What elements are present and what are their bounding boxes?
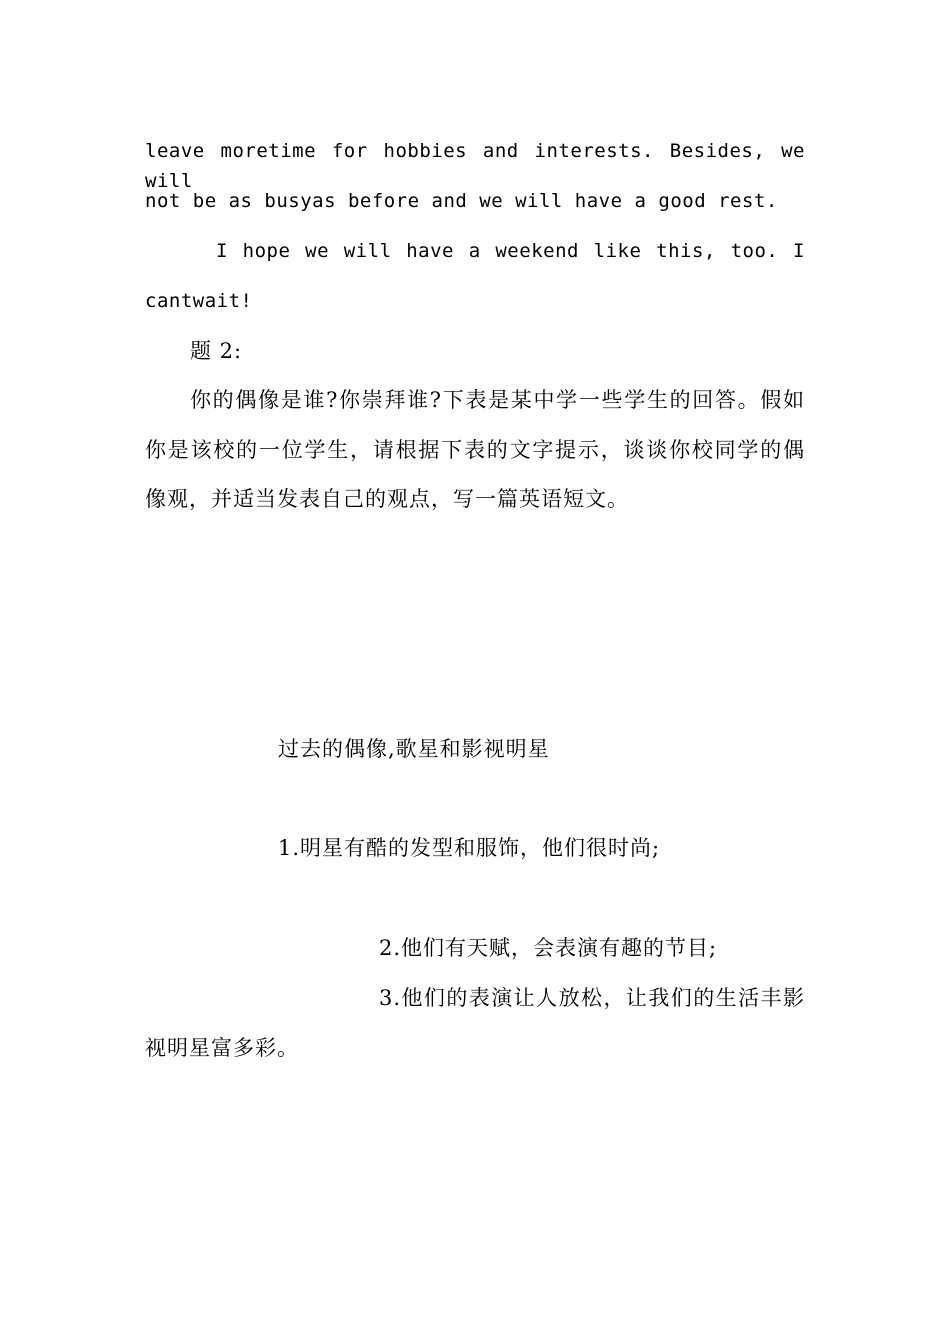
table-category: 过去的偶像,歌星和影视明星 (278, 737, 550, 761)
table-reason-3: 3.他们的表演让人放松，让我们的生活丰影 (379, 986, 805, 1010)
prompt-line-3: 像观，并适当发表自己的观点，写一篇英语短文。 (145, 487, 629, 511)
essay-line-2: not be as busyas before and we will have a good rest. (145, 190, 778, 212)
essay-line-1: leave moretime for hobbies and interests. Besides, we will (145, 140, 805, 192)
essay-line-3: I hope we will have a weekend like this, too. I (216, 240, 805, 262)
essay-line-4: cantwait! (145, 290, 253, 312)
table-reason-2: 2.他们有天赋，会表演有趣的节目; (379, 936, 718, 960)
prompt-line-2: 你是该校的一位学生，请根据下表的文字提示，谈谈你校同学的偶 (145, 438, 805, 462)
question-heading: 题 2: (190, 339, 243, 363)
table-reason-1: 1.明星有酷的发型和服饰，他们很时尚; (278, 836, 661, 860)
prompt-line-1: 你的偶像是谁?你崇拜谁?下表是某中学一些学生的回答。假如 (190, 388, 805, 412)
table-reason-3-continued: 视明星富多彩。 (145, 1036, 299, 1060)
